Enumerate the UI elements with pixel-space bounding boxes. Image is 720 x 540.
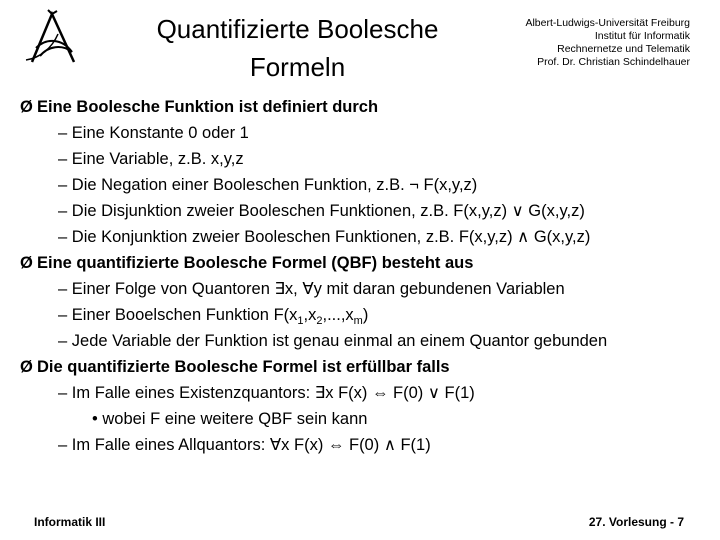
bullet-2 <box>20 250 710 276</box>
list-item <box>20 380 710 406</box>
title-line-2: Formeln <box>249 52 346 82</box>
bullet-3-text: Die quantifizierte Boolesche Formel ist erfüllbar falls <box>37 358 450 376</box>
university-logo-icon <box>22 8 84 70</box>
list-item <box>20 276 710 302</box>
arrow-bullet-icon: Ø <box>20 98 33 116</box>
bullet-3 <box>20 354 710 380</box>
dash: – <box>58 202 68 220</box>
affiliation <box>460 17 690 69</box>
list-item-text: Einer Folge von Quantoren ∃x, ∀y mit daran gebundenen Variablen <box>71 280 565 298</box>
list-item <box>20 224 710 250</box>
list-item-text: Im Falle eines Existenzquantors: ∃x F(x) ⇔ F(0) ∨ F(1) <box>71 384 475 402</box>
list-item <box>20 328 710 354</box>
dash: – <box>58 150 68 168</box>
list-item <box>20 146 710 172</box>
list-item <box>20 120 710 146</box>
bullet-1 <box>20 94 710 120</box>
list-item-text: Eine Variable, z.B. x,y,z <box>71 150 244 168</box>
affiliation-institute: Institut für Informatik <box>594 30 690 42</box>
dash: – <box>58 124 68 142</box>
affiliation-chair: Rechnernetze und Telematik <box>557 43 690 55</box>
slide-title <box>120 10 475 86</box>
list-item <box>20 302 710 328</box>
dash: – <box>58 176 68 194</box>
list-item-text: Im Falle eines Allquantors: ∀x F(x) ⇔ F(0) ∧ F(1) <box>71 436 431 454</box>
list-item-text: ,...,x <box>322 306 354 324</box>
dash: – <box>58 306 68 324</box>
list-item-text: Die Konjunktion zweier Booleschen Funktionen, z.B. F(x,y,z) ∧ G(x,y,z) <box>71 228 591 246</box>
subscript: 1 <box>297 315 304 327</box>
dash: – <box>58 384 68 402</box>
sub-list-item <box>20 406 710 432</box>
affiliation-professor: Prof. Dr. Christian Schindelhauer <box>537 56 690 68</box>
list-item <box>20 198 710 224</box>
subscript: m <box>353 315 363 327</box>
bullet-2-text: Eine quantifizierte Boolesche Formel (QBF) besteht aus <box>37 254 474 272</box>
dash: – <box>58 228 68 246</box>
arrow-bullet-icon: Ø <box>20 254 33 272</box>
dash: – <box>58 280 68 298</box>
footer-course: Informatik III <box>34 515 106 529</box>
dot-bullet: • <box>92 410 98 428</box>
affiliation-university: Albert-Ludwigs-Universität Freiburg <box>525 17 690 29</box>
dash: – <box>58 436 68 454</box>
list-item-text: Eine Konstante 0 oder 1 <box>71 124 249 142</box>
title-line-1: Quantifizierte Boolesche <box>156 14 439 44</box>
sub-list-item-text: wobei F eine weitere QBF sein kann <box>102 410 368 428</box>
list-item-text: ,x <box>303 306 317 324</box>
list-item-text: Die Negation einer Booleschen Funktion, z.B. ¬ F(x,y,z) <box>71 176 478 194</box>
dash: – <box>58 332 68 350</box>
list-item <box>20 432 710 458</box>
list-item <box>20 172 710 198</box>
slide-content <box>20 94 710 458</box>
subscript: 2 <box>316 315 323 327</box>
bullet-1-text: Eine Boolesche Funktion ist definiert durch <box>37 98 379 116</box>
list-item-text: Einer Booelschen Funktion F(x <box>71 306 298 324</box>
footer-page-number: 27. Vorlesung - 7 <box>588 515 684 529</box>
arrow-bullet-icon: Ø <box>20 358 33 376</box>
list-item-text: Jede Variable der Funktion ist genau einmal an einem Quantor gebunden <box>71 332 608 350</box>
list-item-text: Die Disjunktion zweier Booleschen Funktionen, z.B. F(x,y,z) ∨ G(x,y,z) <box>71 202 585 220</box>
list-item-text: ) <box>362 306 369 324</box>
